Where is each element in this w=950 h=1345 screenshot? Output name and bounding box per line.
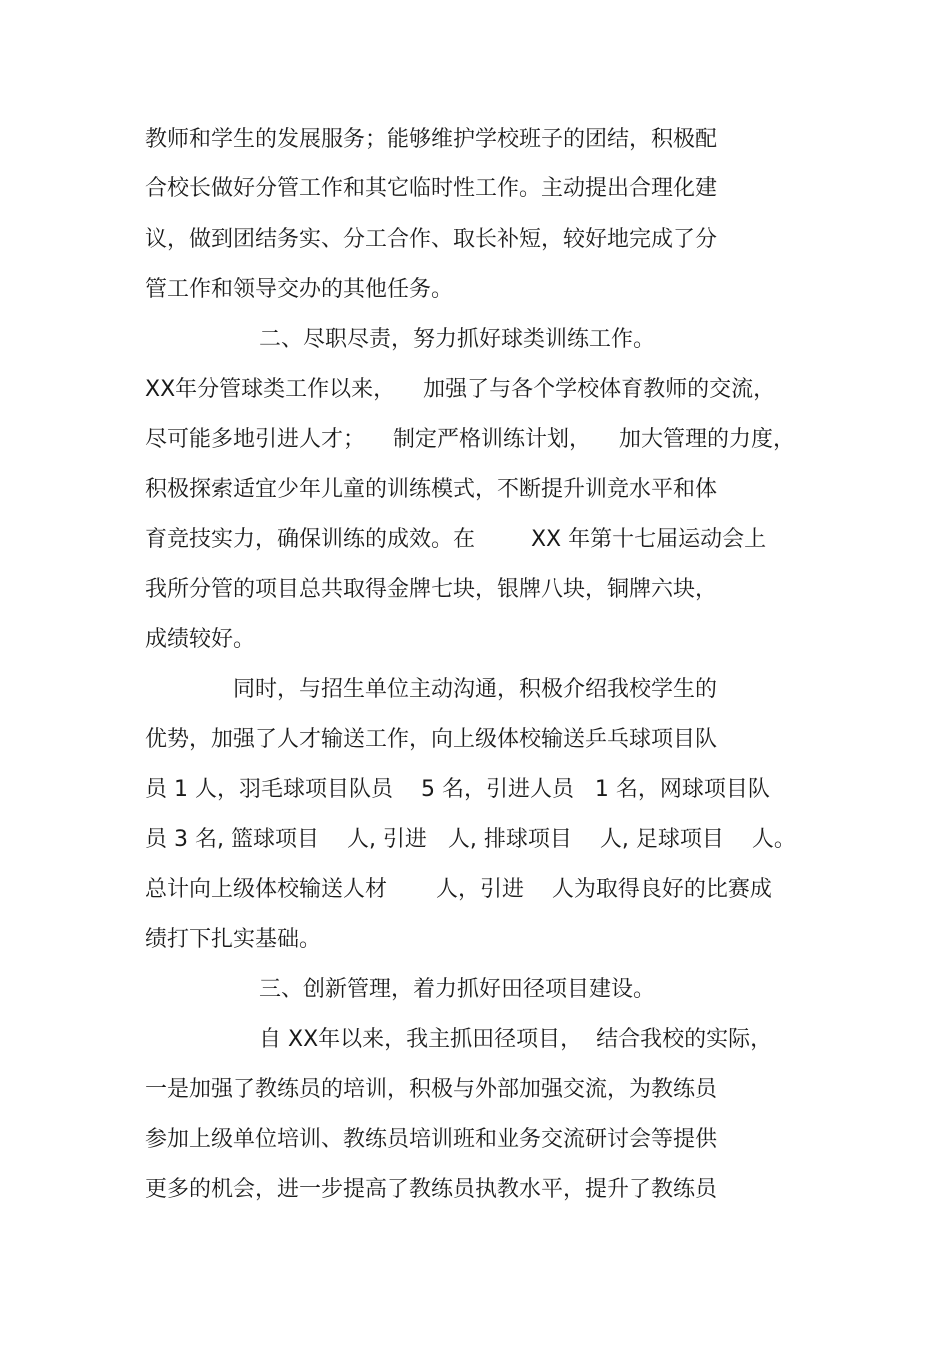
paragraph-line: 教师和学生的发展服务；能够维护学校班子的团结，积极配 [145, 127, 718, 152]
paragraph-line: 自 XX年以来，我主抓田径项目， 结合我校的实际， [259, 1027, 773, 1052]
paragraph-line: 员 3 名, 篮球项目 人, 引进 人, 排球项目 人, 足球项目 人。 [145, 827, 796, 852]
paragraph-line: 优势，加强了人才输送工作，向上级体校输送乒乓球项目队 [145, 727, 718, 752]
paragraph-line: 育竞技实力，确保训练的成效。在 XX 年第十七届运动会上 [145, 527, 767, 552]
paragraph-line: 管工作和领导交办的其他任务。 [145, 277, 454, 302]
paragraph-line: 总计向上级体校输送人材 人，引进 人为取得良好的比赛成 [145, 877, 772, 902]
paragraph-line: 尽可能多地引进人才； 制定严格训练计划， 加大管理的力度， [145, 427, 795, 452]
paragraph-line: 绩打下扎实基础。 [145, 927, 322, 952]
paragraph-line: 合校长做好分管工作和其它临时性工作。主动提出合理化建 [145, 176, 718, 201]
paragraph-line: 积极探索适宜少年儿童的训练模式，不断提升训竞水平和体 [145, 477, 718, 502]
paragraph-line: 成绩较好。 [145, 627, 256, 652]
paragraph-line: 参加上级单位培训、教练员培训班和业务交流研讨会等提供 [145, 1127, 718, 1152]
section-heading: 三、创新管理，着力抓好田径项目建设。 [259, 977, 656, 1002]
paragraph-line: 更多的机会，进一步提高了教练员执教水平，提升了教练员 [145, 1177, 718, 1202]
paragraph-line: 议，做到团结务实、分工合作、取长补短，较好地完成了分 [145, 227, 718, 252]
paragraph-line: 同时，与招生单位主动沟通，积极介绍我校学生的 [233, 677, 718, 702]
paragraph-line: 一是加强了教练员的培训，积极与外部加强交流，为教练员 [145, 1077, 718, 1102]
paragraph-line: 我所分管的项目总共取得金牌七块，银牌八块，铜牌六块， [145, 577, 718, 602]
paragraph-line: 员 1 人，羽毛球项目队员 5 名，引进人员 1 名，网球项目队 [145, 777, 770, 802]
paragraph-line: XX年分管球类工作以来， 加强了与各个学校体育教师的交流， [145, 377, 776, 402]
section-heading: 二、尽职尽责，努力抓好球类训练工作。 [259, 327, 656, 352]
